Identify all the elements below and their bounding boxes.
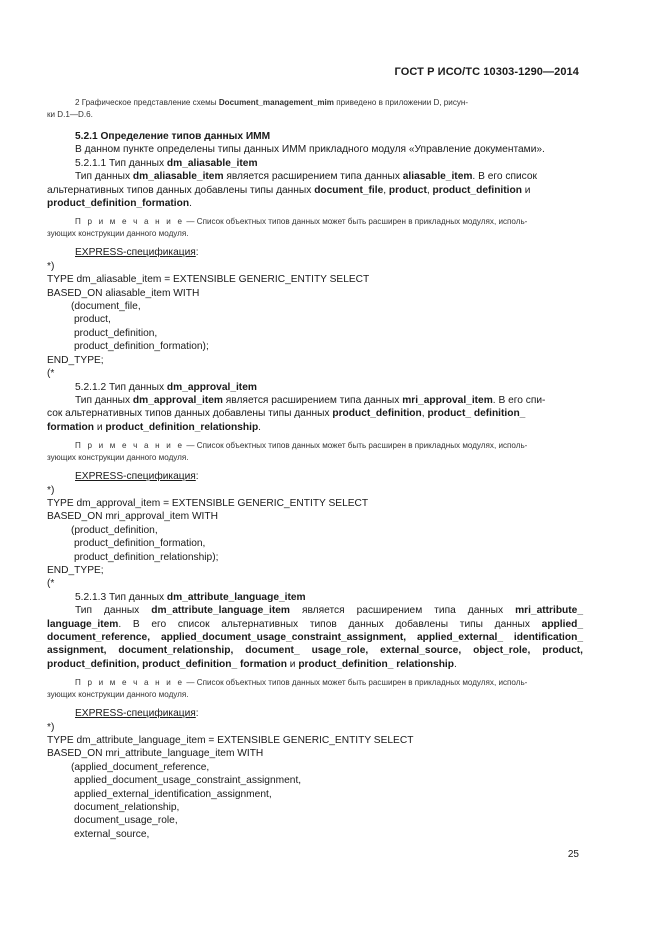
code-line: *) [47, 484, 55, 496]
schema-figure-note: 2 Графическое представление схемы Document_management_mim приведено в приложении D, рисун- [75, 98, 469, 107]
type-description: Тип данных dm_aliasable_item является расширением типа данных aliasable_item. В его список [75, 171, 537, 183]
code-line: TYPE dm_aliasable_item = EXTENSIBLE GENERIC_ENTITY SELECT [47, 274, 370, 286]
express-label: EXPRESS-спецификация: [75, 247, 199, 259]
type-description-cont: product_definition_formation. [47, 198, 192, 210]
code-line: external_source, [74, 828, 150, 840]
note-cont: зующих конструкции данного модуля. [47, 690, 189, 700]
note-cont: зующих конструкции данного модуля. [47, 229, 189, 239]
code-line: (* [47, 578, 55, 590]
note-cont: зующих конструкции данного модуля. [47, 453, 189, 463]
code-line: product, [74, 314, 111, 326]
code-line: product_definition_formation, [74, 538, 206, 550]
section-text: В данном пункте определены типы данных ИММ прикладного модуля «Управление документами». [75, 144, 545, 156]
code-line: product_definition_relationship); [74, 551, 219, 563]
type-description-cont: сок альтернативных типов данных добавлены типы данных product_definition, product_ definition_ [47, 408, 526, 420]
type-description: Тип данных dm_approval_item является расширением типа данных mri_approval_item. В его спи- [75, 394, 546, 406]
note: П р и м е ч а н и е — Список объектных типов данных может быть расширен в прикладных модулях, исполь- [75, 441, 528, 451]
code-line: *) [47, 721, 55, 733]
schema-name: Document_management_mim [218, 98, 334, 107]
page-header: ГОСТ Р ИСО/ТС 10303-1290—2014 [394, 66, 579, 78]
code-line: *) [47, 260, 55, 272]
express-label: EXPRESS-спецификация: [75, 708, 199, 720]
section-title: 5.2.1 Определение типов данных ИММ [75, 131, 271, 142]
code-line: document_usage_role, [74, 815, 178, 827]
type-description-cont: assignment, document_relationship, document_ usage_role, external_source, object_role, product, [47, 645, 583, 657]
code-line: (applied_document_reference, [71, 761, 210, 773]
code-line: product_definition, [74, 327, 158, 339]
code-line: END_TYPE; [47, 354, 104, 366]
note: П р и м е ч а н и е — Список объектных типов данных может быть расширен в прикладных модулях, исполь- [75, 217, 528, 227]
page-number: 25 [567, 849, 579, 860]
schema-figure-note-cont: ки D.1—D.6. [47, 110, 93, 119]
type-heading: 5.2.1.2 Тип данных dm_approval_item [75, 381, 257, 393]
code-line: applied_document_usage_constraint_assignment, [74, 775, 302, 787]
code-line: (* [47, 368, 55, 380]
type-description-cont: product_definition, product_definition_ formation и product_definition_ relationship. [47, 658, 457, 670]
code-line: product_definition_formation); [74, 341, 209, 353]
type-description-cont: document_reference, applied_document_usage_constraint_assignment, applied_external_ identification_ [47, 632, 583, 643]
code-line: document_relationship, [74, 802, 180, 814]
code-line: TYPE dm_approval_item = EXTENSIBLE GENERIC_ENTITY SELECT [47, 497, 369, 509]
code-line: BASED_ON aliasable_item WITH [47, 287, 200, 299]
code-line: applied_external_identification_assignment, [74, 788, 272, 800]
code-line: (document_file, [71, 301, 141, 313]
code-line: BASED_ON mri_approval_item WITH [47, 511, 218, 523]
type-heading: 5.2.1.1 Тип данных dm_aliasable_item [75, 157, 258, 169]
type-description-cont: альтернативных типов данных добавлены типы данных document_file, product, product_definition и [47, 184, 531, 196]
type-description-cont: formation и product_definition_relationship. [47, 421, 262, 433]
type-description: Тип данных dm_attribute_language_item является расширением типа данных mri_attribute_ [75, 605, 583, 617]
note: П р и м е ч а н и е — Список объектных типов данных может быть расширен в прикладных модулях, исполь- [75, 678, 528, 688]
code-line: TYPE dm_attribute_language_item = EXTENSIBLE GENERIC_ENTITY SELECT [47, 735, 414, 747]
express-label: EXPRESS-спецификация: [75, 471, 199, 483]
page-content [47, 97, 583, 841]
type-heading: 5.2.1.3 Тип данных dm_attribute_language_item [75, 591, 306, 603]
code-line: END_TYPE; [47, 564, 104, 576]
code-line: BASED_ON mri_attribute_language_item WITH [47, 748, 264, 760]
type-description-cont: language_item. В его список альтернативных типов данных добавлены типы данных applied_ [47, 618, 583, 630]
code-line: (product_definition, [71, 524, 158, 536]
